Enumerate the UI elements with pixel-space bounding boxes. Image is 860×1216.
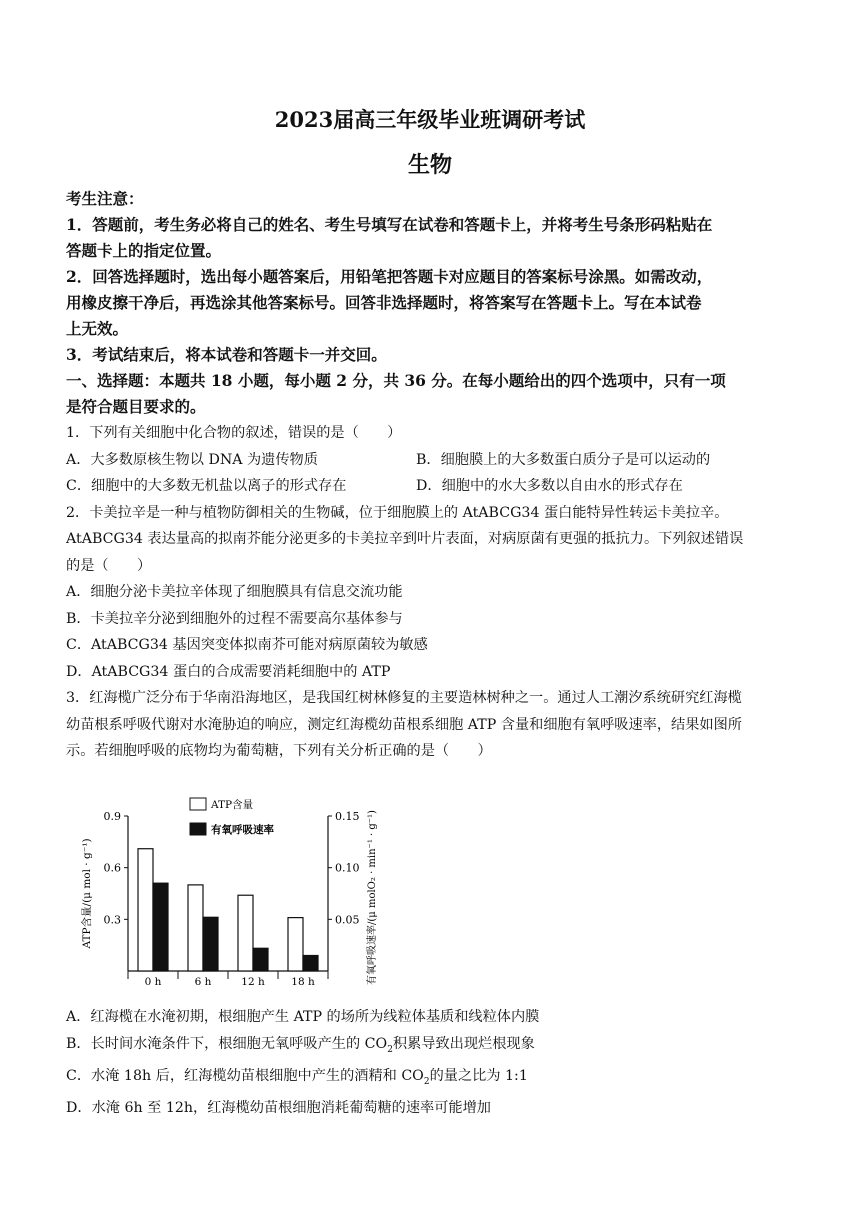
x-tick-label: 18 h [291, 976, 315, 988]
section-heading: 一、选择题：本题共 18 小题，每小题 2 分，共 36 分。在每小题给出的四个选项中，只有一项 [66, 371, 726, 390]
legend-swatch-respiration [190, 823, 206, 835]
q2-option-d: D．AtABCG34 蛋白的合成需要消耗细胞中的 ATP [66, 663, 391, 680]
legend-swatch-atp [190, 798, 206, 810]
q3-stem: 3．红海榄广泛分布于华南沿海地区，是我国红树林修复的主要造林树种之一。通过人工潮汐系统研究红海榄 [66, 690, 742, 706]
exam-title: 2023届高三年级毕业班调研考试 [274, 107, 586, 132]
q1-option-a: A．大多数原核生物以 DNA 为遗传物质 [66, 451, 318, 468]
bar-atp [138, 849, 153, 971]
q3-stem: 幼苗根系呼吸代谢对水淹胁迫的响应，测定红海榄幼苗根系细胞 ATP 含量和细胞有氧呼吸速率，结果如图所 [66, 716, 742, 733]
q3-option-c: C．水淹 18h 后，红海榄幼苗根细胞中产生的酒精和 $CO_2$的量之比为 1:1 [66, 1067, 528, 1087]
q3-stem: 示。若细胞呼吸的底物均为葡萄糖，下列有关分析正确的是（ ） [66, 743, 492, 759]
notice-line: 2．回答选择题时，选出每小题答案后，用铅笔把答题卡对应题目的答案标号涂黑。如需改动， [66, 267, 713, 286]
notice-line: 答题卡上的指定位置。 [66, 241, 222, 260]
q2-stem: 的是（ ） [66, 557, 152, 574]
q1-option-d: D．细胞中的水大多数以自由水的形式存在 [416, 478, 683, 494]
left-tick-label: 0.3 [103, 913, 121, 927]
q1-stem: 1．下列有关细胞中化合物的叙述，错误的是（ ） [66, 425, 402, 441]
y-axis-left-label: ATP含量/(μ mol · g⁻¹) [81, 838, 93, 949]
bar-atp [238, 895, 253, 971]
left-tick-label: 0.9 [103, 810, 121, 823]
x-tick-label: 0 h [144, 976, 162, 988]
q2-stem: AtABCG34 表达量高的拟南芥能分泌更多的卡美拉辛到叶片表面，对病原菌有更强的抵抗力。下列叙述错误 [66, 531, 744, 547]
q2-option-a: A．细胞分泌卡美拉辛体现了细胞膜具有信息交流功能 [66, 584, 403, 600]
bar-atp [288, 918, 303, 971]
legend-label-atp: ATP含量 [211, 799, 254, 811]
q1-option-c: C．细胞中的大多数无机盐以离子的形式存在 [66, 478, 347, 494]
q3-option-d: D．水淹 6h 至 12h，红海榄幼苗根细胞消耗葡萄糖的速率可能增加 [66, 1100, 491, 1117]
q2-stem: 2．卡美拉辛是一种与植物防御相关的生物碱，位于细胞膜上的 AtABCG34 蛋白能特异性转运卡美拉辛。 [66, 504, 729, 521]
subject-title: 生物 [407, 152, 452, 178]
x-tick-label: 12 h [241, 976, 265, 988]
y-axis-right-label: 有氧呼吸速率/(μ molO₂ · min⁻¹ · g⁻¹) [367, 810, 378, 985]
q2-option-c: C．AtABCG34 基因突变体拟南芥可能对病原菌较为敏感 [66, 637, 428, 653]
notice-heading: 考生注意： [66, 189, 144, 208]
notice-line: 用橡皮擦干净后，再选涂其他答案标号。回答非选择题时，将答案写在答题卡上。写在本试卷 [66, 293, 702, 312]
legend-label-respiration: 有氧呼吸速率 [211, 824, 274, 836]
q2-option-b: B．卡美拉辛分泌到细胞外的过程不需要高尔基体参与 [66, 610, 403, 627]
right-tick-label: 0.05 [335, 913, 360, 927]
notice-line: 1．答题前，考生务必将自己的姓名、考生号填写在试卷和答题卡上，并将考生号条形码粘贴在 [66, 215, 713, 234]
exam-body [66, 186, 794, 765]
bar-respiration [303, 956, 318, 972]
bar-respiration [203, 917, 218, 971]
q3-option-a: A．红海榄在水淹初期，根细胞产生 ATP 的场所为线粒体基质和线粒体内膜 [66, 1009, 540, 1025]
q1-option-b: B．细胞膜上的大多数蛋白质分子是可以运动的 [416, 451, 711, 468]
bar-atp [188, 885, 203, 971]
left-tick-label: 0.6 [103, 861, 121, 875]
atp-respiration-bar-chart [70, 792, 400, 997]
right-tick-label: 0.15 [335, 810, 360, 823]
bar-respiration [153, 883, 168, 971]
x-tick-label: 6 h [194, 976, 212, 988]
right-tick-label: 0.10 [335, 861, 360, 875]
notice-line: 上无效。 [66, 319, 129, 338]
bar-respiration [253, 948, 268, 971]
notice-line: 3．考试结束后，将本试卷和答题卡一并交回。 [66, 345, 387, 364]
section-heading-cont: 是符合题目要求的。 [66, 397, 206, 416]
q3-option-b: B．长时间水淹条件下，根细胞无氧呼吸产生的 $CO_2$积累导致出现烂根现象 [66, 1035, 535, 1055]
q3-options [66, 1004, 794, 1122]
